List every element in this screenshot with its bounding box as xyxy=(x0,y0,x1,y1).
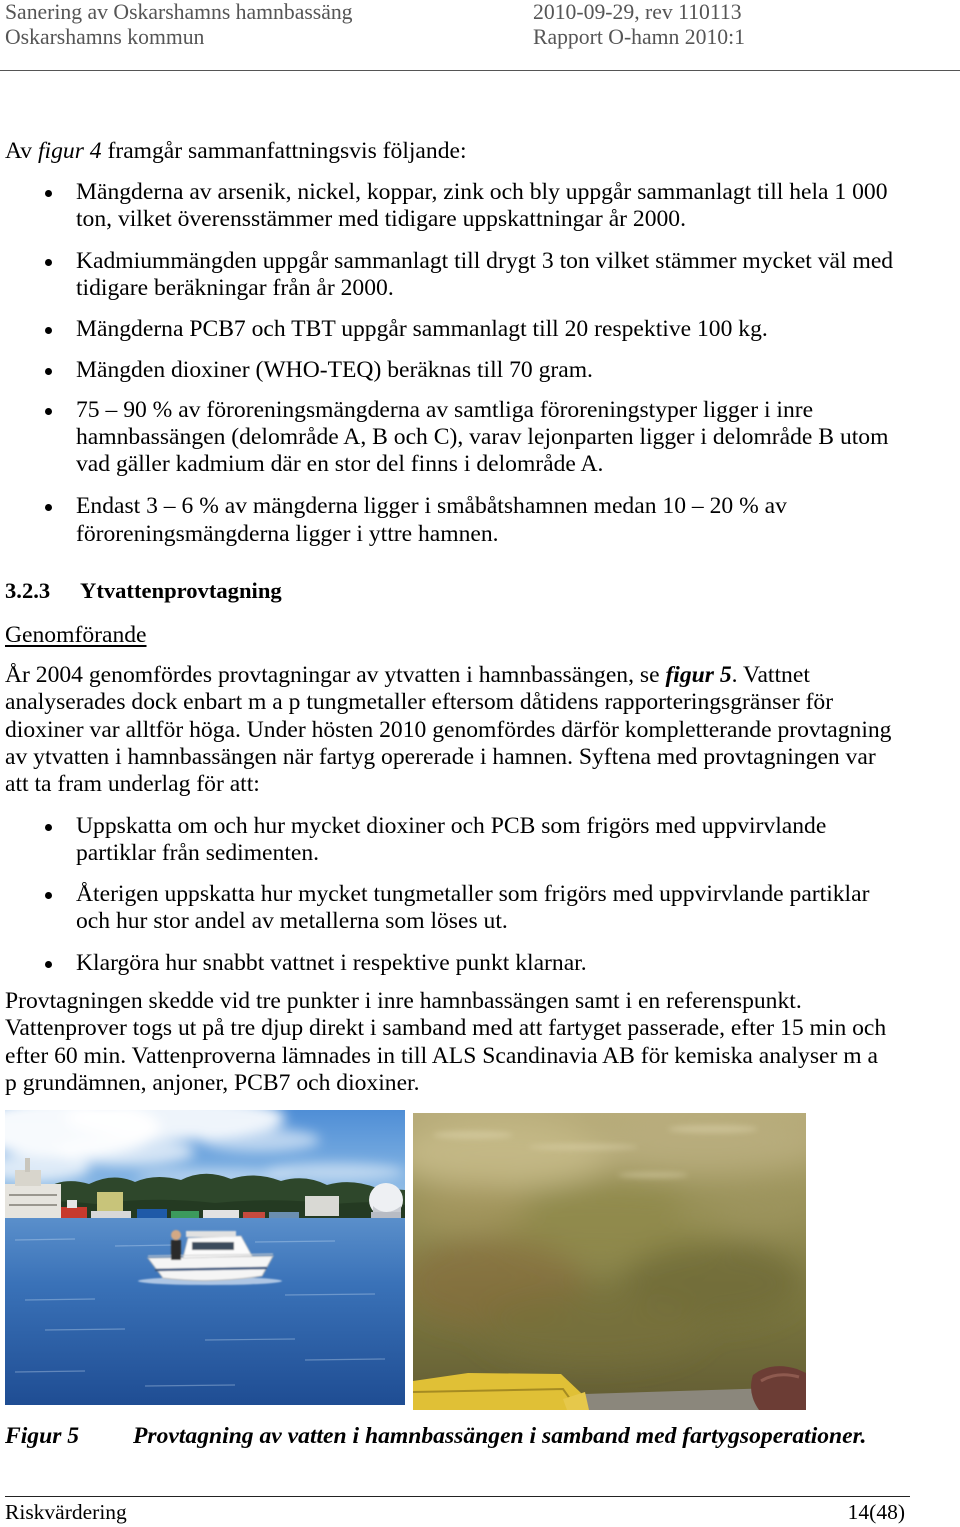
paragraph-line: p grundämnen, anjoner, PCB7 och dioxiner. xyxy=(5,1070,420,1096)
header-date-revision: 2010-09-29, rev 110113 xyxy=(533,0,742,24)
bullet-text-line: Klargöra hur snabbt vattnet i respektive punkt klarnar. xyxy=(76,950,587,976)
paragraph-line: efter 60 min. Vattenproverna lämnades in till ALS Scandinavia AB för kemiska analyser m a xyxy=(5,1043,878,1069)
bullet-text-line: Kadmiummängden uppgår sammanlagt till drygt 3 ton vilket stämmer mycket väl med xyxy=(76,248,894,274)
photo-harbor-motorboat xyxy=(5,1110,405,1405)
bullet-dot xyxy=(45,327,52,334)
header-report-number: Rapport O-hamn 2010:1 xyxy=(533,25,746,49)
section-number: 3.2.3 xyxy=(5,578,51,603)
paragraph-line: av ytvatten i hamnbassängen när fartyg opererade i hamnen. Syftena med provtagningen var xyxy=(5,744,876,770)
paragraph-line: Vattenprover togs ut på tre djup direkt i samband med att fartyget passerade, efter 15 min och xyxy=(5,1015,887,1041)
bullet-text-line: Återigen uppskatta hur mycket tungmetaller som frigörs med uppvirvlande partiklar xyxy=(76,881,870,907)
paragraph-line xyxy=(5,662,810,689)
bullet-text-line: föroreningsmängderna ligger i yttre hamnen. xyxy=(76,521,499,547)
bullet-text-line: Mängderna PCB7 och TBT uppgår sammanlagt till 20 respektive 100 kg. xyxy=(76,316,768,342)
intro-prefix: Av xyxy=(5,138,38,164)
figure-caption: Provtagning av vatten i hamnbassängen i samband med fartygsoperationer. xyxy=(133,1423,867,1449)
bullet-text-line: Mängden dioxiner (WHO-TEQ) beräknas till 70 gram. xyxy=(76,357,593,383)
paragraph-text: År 2004 genomfördes provtagningar av ytvatten i hamnbassängen, se xyxy=(5,662,666,688)
shoe xyxy=(751,1366,806,1410)
header-document-title: Sanering av Oskarshamns hamnbassäng xyxy=(5,0,353,24)
header-divider xyxy=(0,70,960,71)
bullet-text-line: vad gäller kadmium där en stor del finns i delområde A. xyxy=(76,451,604,477)
bullet-text-line: och hur stor andel av metallerna som löses ut. xyxy=(76,908,508,934)
paragraph-text: . Vattnet xyxy=(731,662,810,688)
footer-section: Riskvärdering xyxy=(5,1500,127,1524)
bullet-text-line: tidigare beräkningar från år 2000. xyxy=(76,275,394,301)
bullet-dot xyxy=(45,504,52,511)
photo-murky-harbor-water xyxy=(413,1113,806,1410)
paragraph-line: analyserades dock enbart m a p tungmetaller eftersom dåtidens rapporteringsgränser för xyxy=(5,689,834,715)
paragraph-line: Provtagningen skedde vid tre punkter i inre hamnbassängen samt i en referenspunkt. xyxy=(5,988,802,1014)
bullet-dot xyxy=(45,408,52,415)
bullet-dot xyxy=(45,259,52,266)
person xyxy=(171,1230,181,1260)
bullet-dot xyxy=(45,368,52,375)
subheading: Genomförande xyxy=(5,622,147,648)
bullet-dot xyxy=(45,190,52,197)
section-title: Ytvattenprovtagning xyxy=(80,578,282,603)
bullet-text-line: Uppskatta om och hur mycket dioxiner och PCB som frigörs med uppvirvlande xyxy=(76,813,827,839)
bullet-text-line: ton, vilket överensstämmer med tidigare uppskattningar år 2000. xyxy=(76,206,687,232)
header-municipality: Oskarshamns kommun xyxy=(5,25,205,49)
bullet-text-line: hamnbassängen (delområde A, B och C), varav lejonparten ligger i delområde B utom xyxy=(76,424,889,450)
bullet-dot xyxy=(45,892,52,899)
intro-sentence xyxy=(5,138,467,165)
paragraph-line: att ta fram underlag för att: xyxy=(5,771,260,797)
figure-label: Figur 5 xyxy=(5,1423,80,1449)
footer-divider xyxy=(5,1496,910,1497)
intro-suffix: framgår sammanfattningsvis följande: xyxy=(101,138,467,164)
paragraph-line: dioxiner var alltför höga. Under hösten 2010 genomfördes därför kompletterande provtagning xyxy=(5,717,892,743)
bullet-text-line: Endast 3 – 6 % av mängderna ligger i småbåtshamnen medan 10 – 20 % av xyxy=(76,493,787,519)
bullet-text-line: partiklar från sedimenten. xyxy=(76,840,320,866)
figure-reference: figur 4 xyxy=(37,138,102,164)
bullet-dot xyxy=(45,824,52,831)
gas-tank-dome xyxy=(369,1183,403,1218)
bullet-dot xyxy=(45,961,52,968)
bullet-text-line: Mängderna av arsenik, nickel, koppar, zink och bly uppgår sammanlagt till hela 1 000 xyxy=(76,179,888,205)
figure-reference: figur 5 xyxy=(665,662,732,688)
bullet-text-line: 75 – 90 % av föroreningsmängderna av samtliga föroreningstyper ligger i inre xyxy=(76,397,814,423)
page-number: 14(48) xyxy=(847,1500,905,1524)
